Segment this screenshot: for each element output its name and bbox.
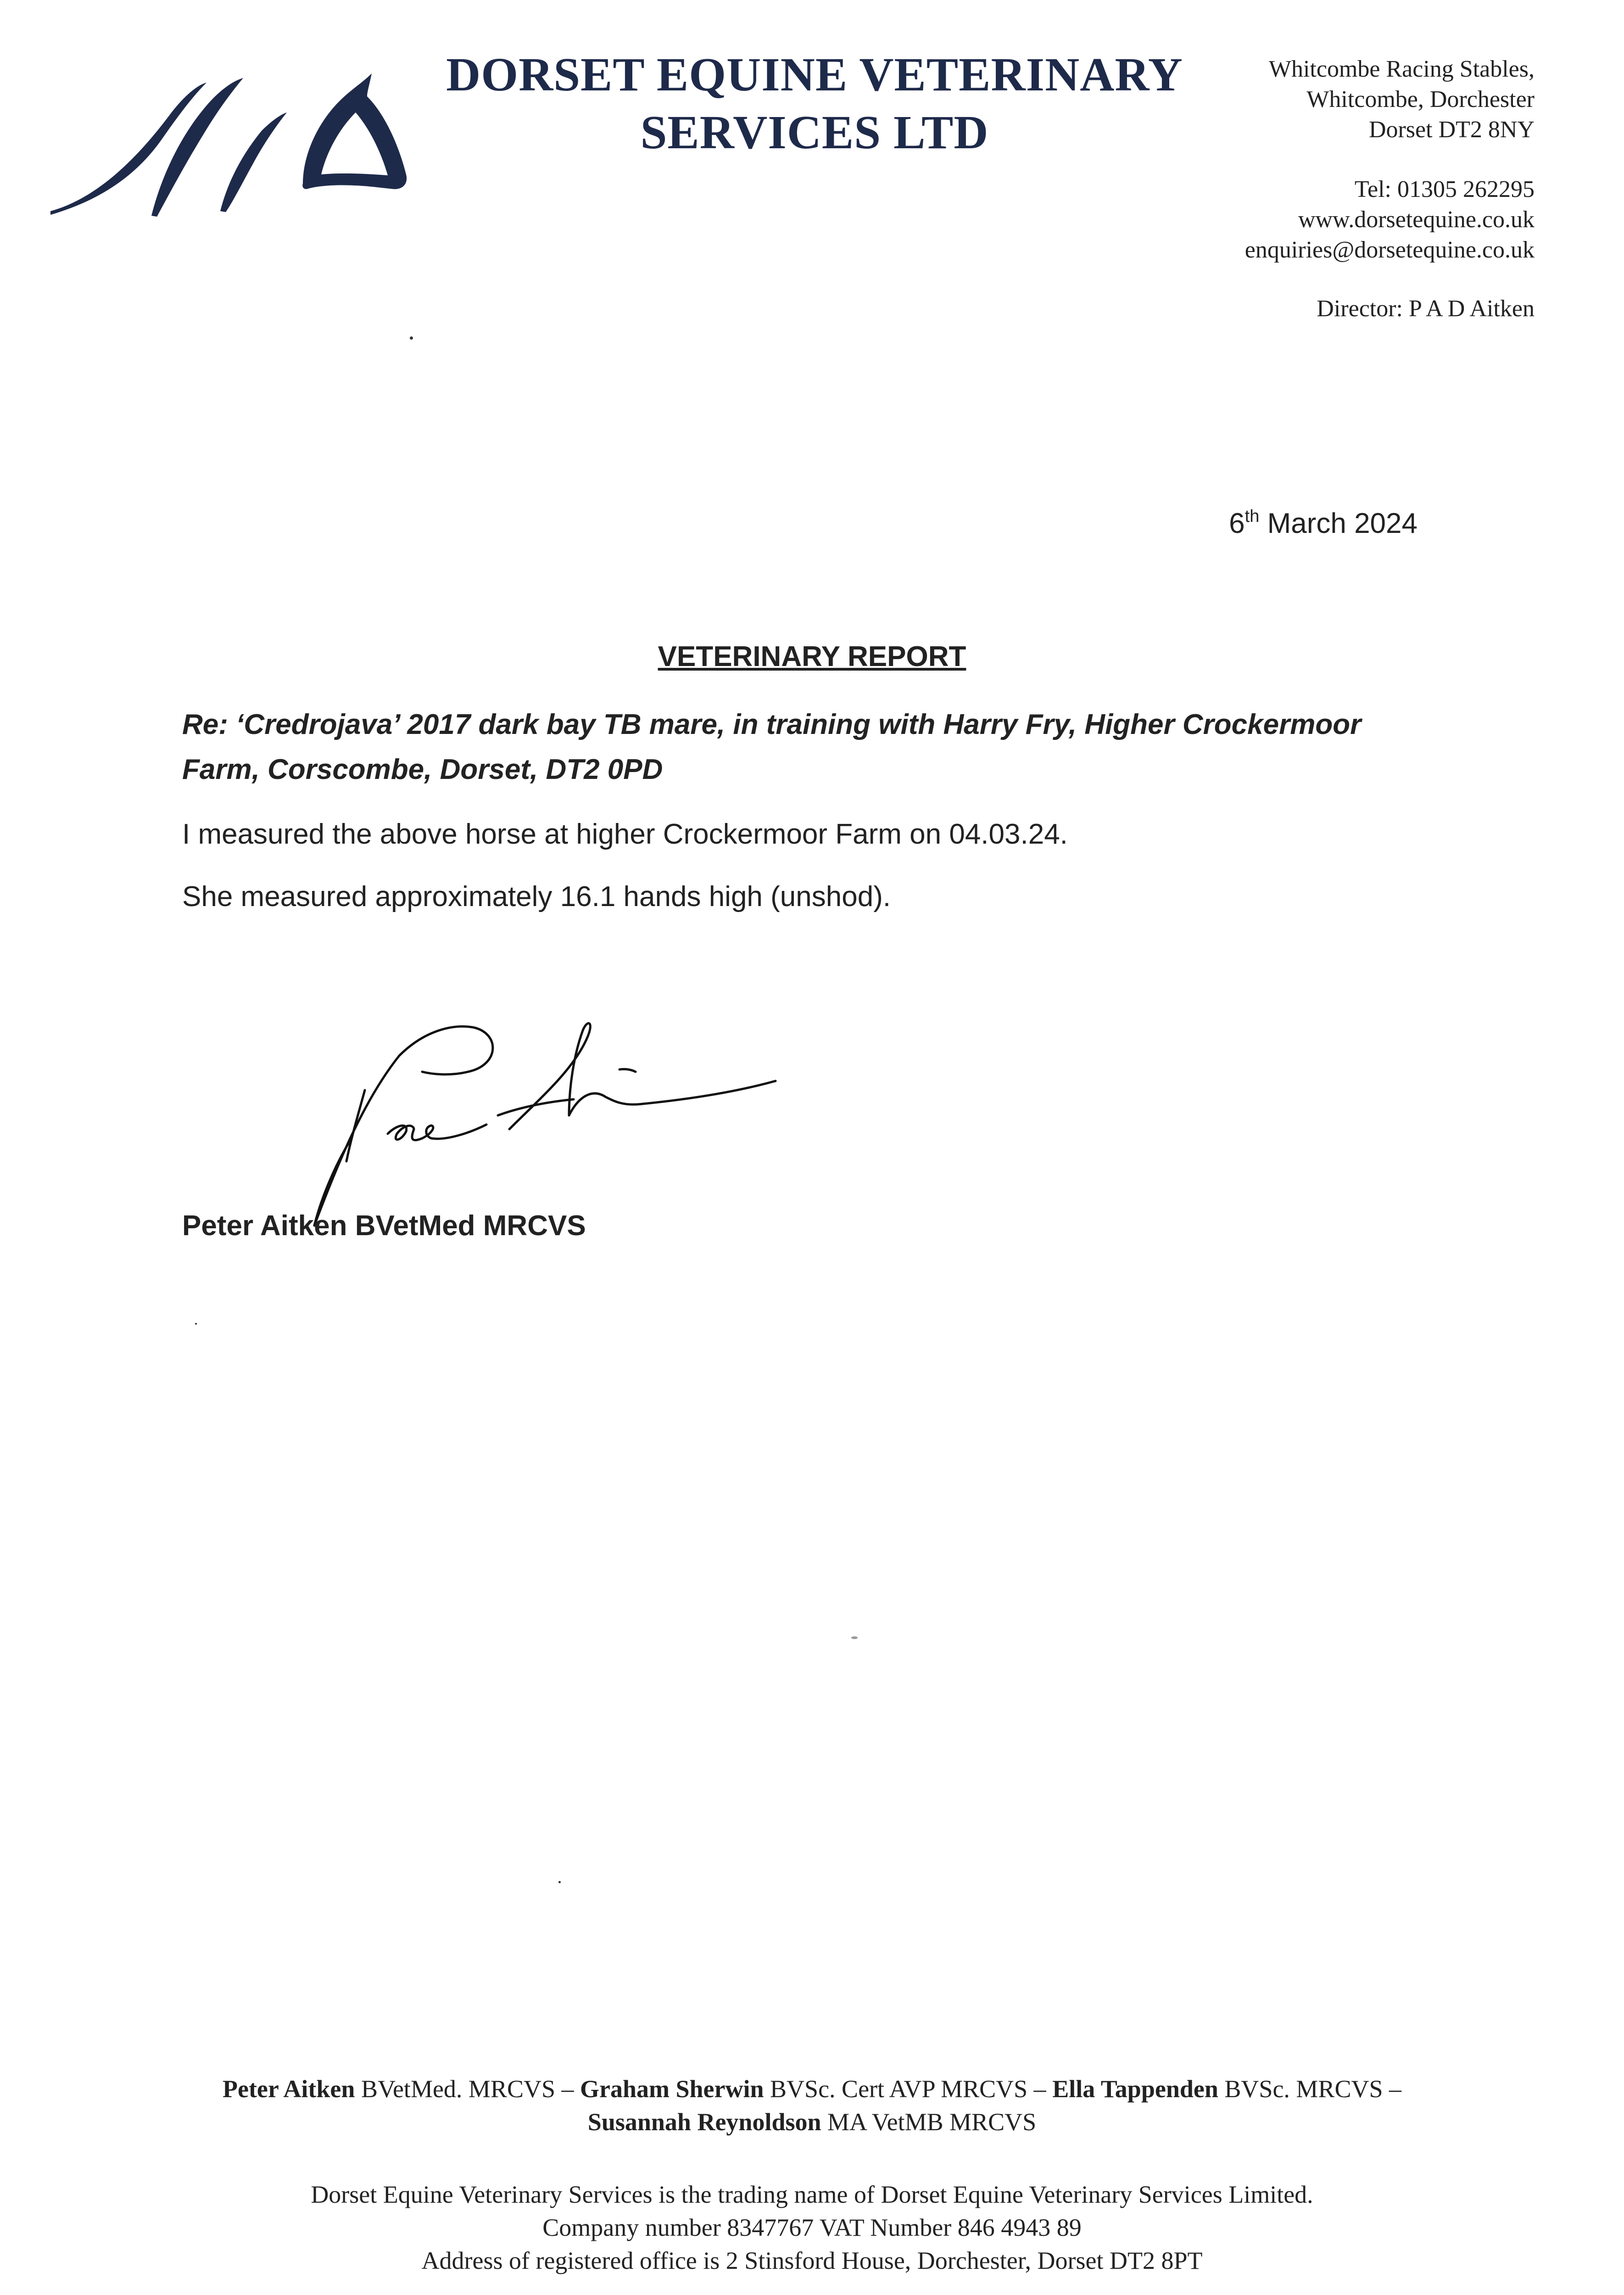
email-link[interactable]: enquiries@dorsetequine.co.uk xyxy=(1245,237,1535,263)
trading-name: Dorset Equine Veterinary Services is the trading name of Dorset Equine Veterinary Services Limited. xyxy=(311,2181,1313,2208)
re-line: Re: ‘Credrojava’ 2017 dark bay TB mare, in training with Harry Fry, Higher Crockermoor Farm, Corscombe, Dorset, DT2 0PD xyxy=(182,709,1362,785)
vet-quals: BVSc. Cert AVP MRCVS – xyxy=(764,2075,1053,2103)
company-name xyxy=(436,46,1193,162)
vet-name: Peter Aitken xyxy=(223,2075,355,2103)
handwritten-signature-icon xyxy=(294,978,1000,1235)
footer-vets xyxy=(0,2072,1624,2138)
date-suffix: th xyxy=(1245,507,1260,526)
footer-company-info xyxy=(0,2178,1624,2277)
address-line-3: Dorset DT2 8NY xyxy=(1368,117,1535,143)
company-numbers: Company number 8347767 VAT Number 846 4943 89 xyxy=(542,2214,1082,2241)
scan-speck xyxy=(410,336,413,340)
registered-office: Address of registered office is 2 Stinsford House, Dorchester, Dorset DT2 8PT xyxy=(421,2247,1203,2274)
vet-quals: BVetMed. MRCVS – xyxy=(355,2075,580,2103)
body-paragraph-1: I measured the above horse at higher Crockermoor Farm on 04.03.24. xyxy=(182,818,1068,850)
scan-speck xyxy=(558,1881,561,1883)
signatory-name: Peter Aitken BVetMed MRCVS xyxy=(182,1210,586,1242)
contact-block xyxy=(1122,54,1535,324)
address-line-2: Whitcombe, Dorchester xyxy=(1306,86,1535,112)
report-title: VETERINARY REPORT xyxy=(658,641,966,672)
letter-date xyxy=(1229,507,1418,540)
vet-quals: BVSc. MRCVS – xyxy=(1218,2075,1401,2103)
address-line-1: Whitcombe Racing Stables, xyxy=(1268,56,1535,82)
vet-name: Ella Tappenden xyxy=(1052,2075,1218,2103)
vet-name: Graham Sherwin xyxy=(580,2075,764,2103)
body-paragraph-2: She measured approximately 16.1 hands high (unshod). xyxy=(182,881,891,912)
vet-name: Susannah Reynoldson xyxy=(587,2108,821,2136)
horse-head-logo-icon xyxy=(46,46,413,220)
company-name-line-1: DORSET EQUINE VETERINARY xyxy=(446,48,1183,101)
scan-speck xyxy=(851,1636,858,1639)
scan-speck xyxy=(195,1323,197,1325)
date-month-year: March 2024 xyxy=(1259,508,1418,539)
director: Director: P A D Aitken xyxy=(1317,296,1535,322)
company-name-line-2: SERVICES LTD xyxy=(640,106,989,159)
telephone: Tel: 01305 262295 xyxy=(1354,176,1535,202)
website-link[interactable]: www.dorsetequine.co.uk xyxy=(1298,207,1535,233)
vet-quals: MA VetMB MRCVS xyxy=(821,2108,1037,2136)
date-day: 6 xyxy=(1229,508,1245,539)
